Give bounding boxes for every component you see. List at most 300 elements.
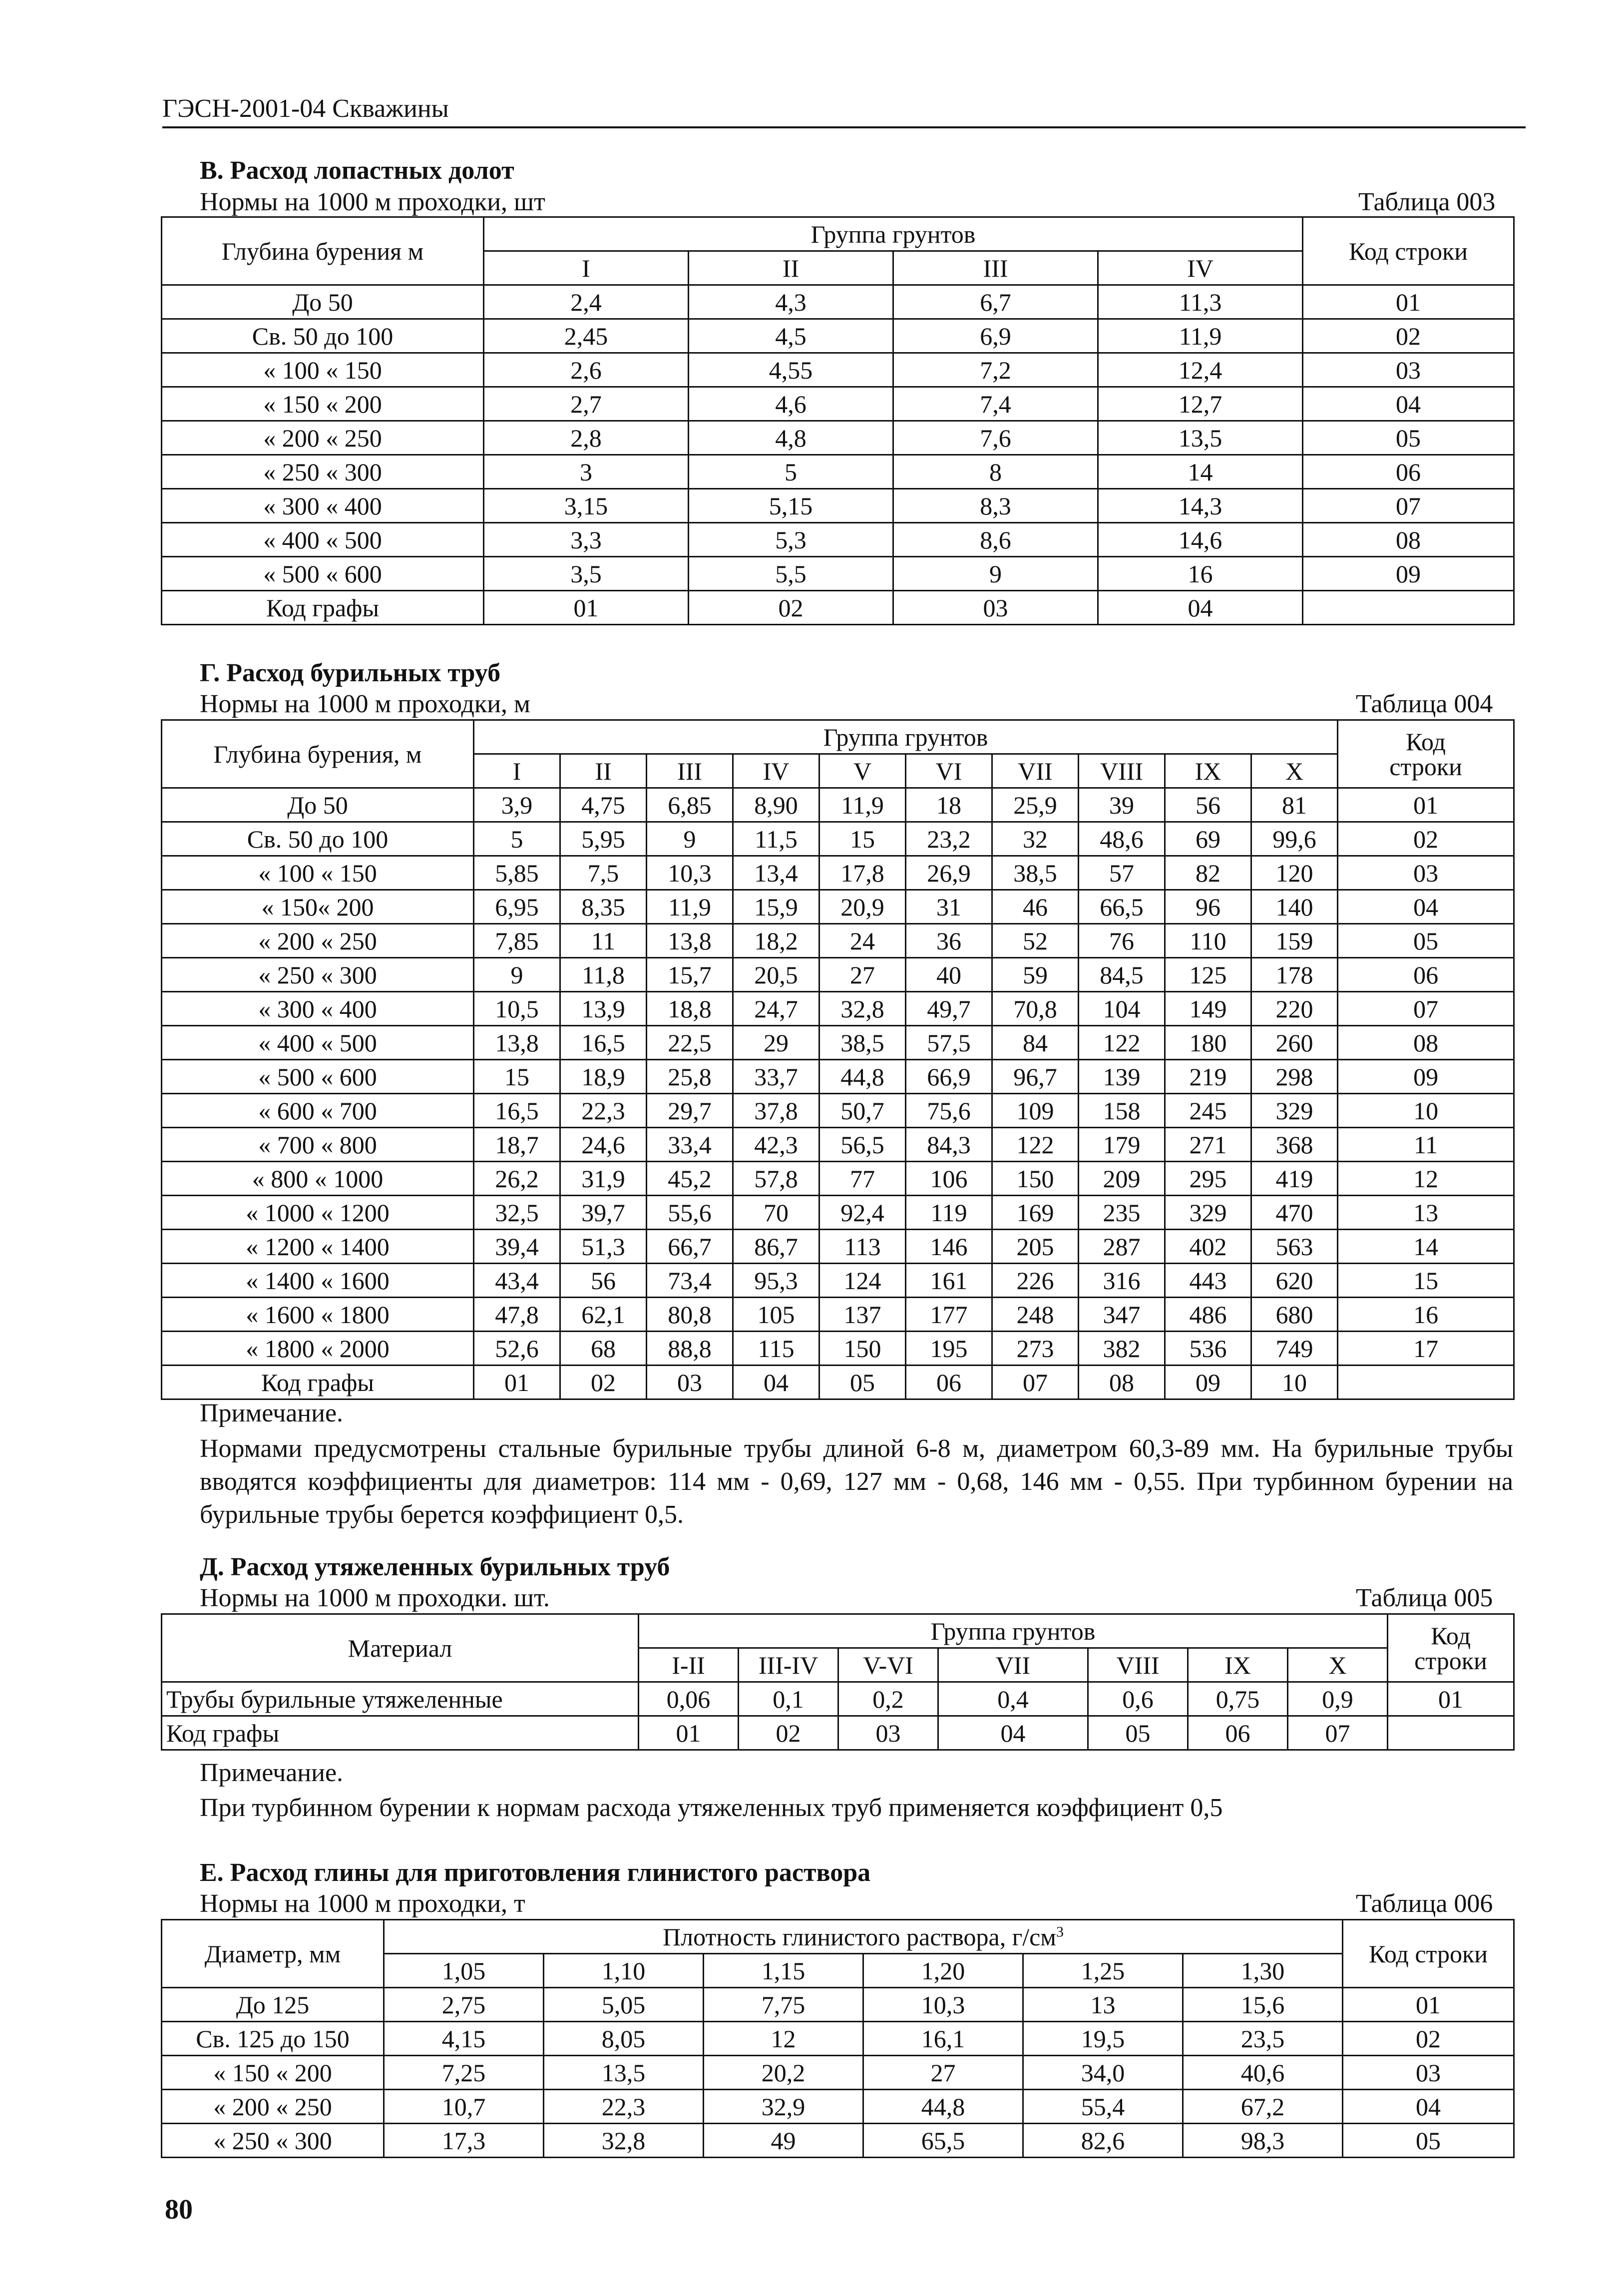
footer-code: 05 bbox=[1088, 1716, 1188, 1750]
table-row bbox=[162, 353, 1514, 387]
diameter-cell: До 125 bbox=[162, 1988, 384, 2022]
row-code-cell: 05 bbox=[1343, 2124, 1514, 2158]
value-cell: 13,8 bbox=[474, 1026, 560, 1060]
value-cell: 140 bbox=[1251, 890, 1338, 924]
row-code-cell: 04 bbox=[1303, 387, 1514, 421]
value-cell: 22,3 bbox=[560, 1094, 647, 1128]
diameter-cell: « 250 « 300 bbox=[162, 2124, 384, 2158]
depth-cell: « 200 « 250 bbox=[162, 924, 474, 958]
value-cell: 749 bbox=[1251, 1332, 1338, 1366]
value-cell: 56 bbox=[1165, 788, 1251, 822]
table-row bbox=[162, 2090, 1514, 2124]
value-cell: 15 bbox=[819, 822, 906, 856]
section-g-note-label: Примечание. bbox=[200, 1399, 344, 1427]
value-cell: 109 bbox=[992, 1094, 1079, 1128]
value-cell: 20,9 bbox=[819, 890, 906, 924]
value-cell: 96 bbox=[1165, 890, 1251, 924]
value-cell: 32,9 bbox=[704, 2090, 863, 2124]
value-cell: 27 bbox=[863, 2056, 1023, 2090]
table-row bbox=[162, 319, 1514, 353]
depth-cell: « 100 « 150 bbox=[162, 856, 474, 890]
value-cell: 179 bbox=[1079, 1128, 1165, 1162]
value-cell: 260 bbox=[1251, 1026, 1338, 1060]
value-cell: 16,5 bbox=[474, 1094, 560, 1128]
value-cell: 48,6 bbox=[1079, 822, 1165, 856]
value-cell: 9 bbox=[474, 958, 560, 992]
row-code-cell: 05 bbox=[1303, 421, 1514, 455]
row-code-cell: 04 bbox=[1343, 2090, 1514, 2124]
row-code-cell: 13 bbox=[1338, 1196, 1514, 1230]
group-header: V bbox=[819, 754, 906, 788]
value-cell: 8,05 bbox=[544, 2022, 704, 2056]
value-cell: 0,2 bbox=[838, 1682, 938, 1716]
value-cell: 24,6 bbox=[560, 1128, 647, 1162]
section-v-table-name: Таблица 003 bbox=[1358, 188, 1496, 216]
value-cell: 99,6 bbox=[1251, 822, 1338, 856]
value-cell: 62,1 bbox=[560, 1298, 647, 1332]
value-cell: 4,8 bbox=[689, 421, 893, 455]
group-header: X bbox=[1251, 754, 1338, 788]
value-cell: 620 bbox=[1251, 1264, 1338, 1298]
row-code-cell: 05 bbox=[1338, 924, 1514, 958]
value-cell: 96,7 bbox=[992, 1060, 1079, 1094]
col-header-row-code bbox=[1388, 1614, 1514, 1682]
footer-code: 01 bbox=[639, 1716, 739, 1750]
value-cell: 8,90 bbox=[733, 788, 819, 822]
value-cell: 7,25 bbox=[384, 2056, 544, 2090]
value-cell: 235 bbox=[1079, 1196, 1165, 1230]
value-cell: 295 bbox=[1165, 1162, 1251, 1196]
table-004 bbox=[161, 719, 1515, 1400]
density-header: 1,25 bbox=[1023, 1954, 1183, 1988]
value-cell: 56,5 bbox=[819, 1128, 906, 1162]
col-header-soil-group: Группа грунтов bbox=[484, 217, 1303, 251]
value-cell: 0,4 bbox=[938, 1682, 1088, 1716]
value-cell: 66,7 bbox=[647, 1230, 733, 1264]
group-header: VIII bbox=[1079, 754, 1165, 788]
value-cell: 16,1 bbox=[863, 2022, 1023, 2056]
col-header-material: Материал bbox=[162, 1614, 639, 1682]
value-cell: 39 bbox=[1079, 788, 1165, 822]
table-row bbox=[162, 2056, 1514, 2090]
value-cell: 88,8 bbox=[647, 1332, 733, 1366]
depth-cell: « 600 « 700 bbox=[162, 1094, 474, 1128]
group-header: I bbox=[474, 754, 560, 788]
row-code-cell: 08 bbox=[1303, 523, 1514, 557]
value-cell: 32 bbox=[992, 822, 1079, 856]
value-cell: 50,7 bbox=[819, 1094, 906, 1128]
col-header-row-code bbox=[1338, 720, 1514, 788]
section-e-subtitle: Нормы на 1000 м проходки, т bbox=[200, 1889, 525, 1918]
value-cell: 120 bbox=[1251, 856, 1338, 890]
value-cell: 11,9 bbox=[819, 788, 906, 822]
value-cell: 26,9 bbox=[906, 856, 992, 890]
col-header-row-code: Код строки bbox=[1303, 217, 1514, 285]
row-code-cell: 03 bbox=[1338, 856, 1514, 890]
section-d-table-name: Таблица 005 bbox=[1356, 1584, 1493, 1612]
value-cell: 5,5 bbox=[689, 557, 893, 591]
col-header-row-code-line2: строки bbox=[1389, 752, 1462, 781]
row-code-cell: 01 bbox=[1303, 285, 1514, 319]
value-cell: 57 bbox=[1079, 856, 1165, 890]
row-code-cell: 07 bbox=[1303, 489, 1514, 523]
value-cell: 69 bbox=[1165, 822, 1251, 856]
value-cell: 10,3 bbox=[647, 856, 733, 890]
value-cell: 52 bbox=[992, 924, 1079, 958]
row-code-cell: 01 bbox=[1338, 788, 1514, 822]
value-cell: 298 bbox=[1251, 1060, 1338, 1094]
value-cell: 195 bbox=[906, 1332, 992, 1366]
value-cell: 0,06 bbox=[639, 1682, 739, 1716]
value-cell: 13,5 bbox=[1098, 421, 1303, 455]
group-header: II bbox=[560, 754, 647, 788]
value-cell: 11,9 bbox=[647, 890, 733, 924]
value-cell: 0,9 bbox=[1288, 1682, 1388, 1716]
table-row bbox=[162, 924, 1514, 958]
section-v-title: В. Расход лопастных долот bbox=[200, 156, 514, 185]
value-cell: 14 bbox=[1098, 455, 1303, 489]
footer-code: 02 bbox=[689, 591, 893, 625]
value-cell: 8,35 bbox=[560, 890, 647, 924]
value-cell: 3,9 bbox=[474, 788, 560, 822]
value-cell: 92,4 bbox=[819, 1196, 906, 1230]
value-cell: 27 bbox=[819, 958, 906, 992]
value-cell: 25,8 bbox=[647, 1060, 733, 1094]
section-g-table-name: Таблица 004 bbox=[1356, 690, 1493, 718]
value-cell: 563 bbox=[1251, 1230, 1338, 1264]
table-row bbox=[162, 1988, 1514, 2022]
depth-cell: « 150« 200 bbox=[162, 890, 474, 924]
group-header: VIII bbox=[1088, 1648, 1188, 1682]
density-header: 1,10 bbox=[544, 1954, 704, 1988]
table-row bbox=[162, 992, 1514, 1026]
diameter-cell: Св. 125 до 150 bbox=[162, 2022, 384, 2056]
value-cell: 7,5 bbox=[560, 856, 647, 890]
value-cell: 7,85 bbox=[474, 924, 560, 958]
value-cell: 81 bbox=[1251, 788, 1338, 822]
group-header: IV bbox=[733, 754, 819, 788]
value-cell: 98,3 bbox=[1183, 2124, 1343, 2158]
footer-code: 10 bbox=[1251, 1366, 1338, 1399]
value-cell: 0,6 bbox=[1088, 1682, 1188, 1716]
value-cell: 86,7 bbox=[733, 1230, 819, 1264]
col-header-row-code-line1: Код bbox=[1406, 727, 1446, 756]
col-header-depth: Глубина бурения, м bbox=[162, 720, 474, 788]
density-unit-exponent: 3 bbox=[1056, 1923, 1064, 1940]
value-cell: 368 bbox=[1251, 1128, 1338, 1162]
value-cell: 122 bbox=[992, 1128, 1079, 1162]
value-cell: 11,8 bbox=[560, 958, 647, 992]
value-cell: 104 bbox=[1079, 992, 1165, 1026]
table-row bbox=[162, 788, 1514, 822]
value-cell: 6,7 bbox=[893, 285, 1098, 319]
value-cell: 329 bbox=[1251, 1094, 1338, 1128]
value-cell: 75,6 bbox=[906, 1094, 992, 1128]
value-cell: 245 bbox=[1165, 1094, 1251, 1128]
value-cell: 316 bbox=[1079, 1264, 1165, 1298]
value-cell: 4,55 bbox=[689, 353, 893, 387]
value-cell: 56 bbox=[560, 1264, 647, 1298]
diameter-cell: « 200 « 250 bbox=[162, 2090, 384, 2124]
depth-cell: Св. 50 до 100 bbox=[162, 822, 474, 856]
section-g-title: Г. Расход бурильных труб bbox=[200, 659, 501, 687]
value-cell: 33,4 bbox=[647, 1128, 733, 1162]
value-cell: 382 bbox=[1079, 1332, 1165, 1366]
value-cell: 12 bbox=[704, 2022, 863, 2056]
value-cell: 106 bbox=[906, 1162, 992, 1196]
value-cell: 150 bbox=[992, 1162, 1079, 1196]
table-row bbox=[162, 822, 1514, 856]
footer-code: 06 bbox=[906, 1366, 992, 1399]
table-row bbox=[162, 455, 1514, 489]
group-header: V-VI bbox=[838, 1648, 938, 1682]
value-cell: 4,3 bbox=[689, 285, 893, 319]
value-cell: 18,2 bbox=[733, 924, 819, 958]
table-row bbox=[162, 2022, 1514, 2056]
value-cell: 5 bbox=[689, 455, 893, 489]
value-cell: 32,8 bbox=[819, 992, 906, 1026]
value-cell: 55,6 bbox=[647, 1196, 733, 1230]
value-cell: 65,5 bbox=[863, 2124, 1023, 2158]
depth-cell: « 200 « 250 bbox=[162, 421, 484, 455]
group-header: III bbox=[647, 754, 733, 788]
section-d-title: Д. Расход утяжеленных бурильных труб bbox=[200, 1553, 670, 1581]
value-cell: 25,9 bbox=[992, 788, 1079, 822]
footer-label: Код графы bbox=[162, 1716, 639, 1750]
col-header-diameter: Диаметр, мм bbox=[162, 1920, 384, 1988]
value-cell: 57,5 bbox=[906, 1026, 992, 1060]
value-cell: 10,3 bbox=[863, 1988, 1023, 2022]
density-header: 1,15 bbox=[704, 1954, 863, 1988]
footer-empty bbox=[1303, 591, 1514, 625]
value-cell: 18,8 bbox=[647, 992, 733, 1026]
table-003 bbox=[161, 216, 1515, 625]
footer-code: 03 bbox=[647, 1366, 733, 1399]
table-row bbox=[162, 285, 1514, 319]
footer-code: 04 bbox=[938, 1716, 1088, 1750]
group-header: III-IV bbox=[739, 1648, 838, 1682]
depth-cell: « 800 « 1000 bbox=[162, 1162, 474, 1196]
table-row bbox=[162, 1128, 1514, 1162]
group-header: IV bbox=[1098, 251, 1303, 285]
section-d-note-label: Примечание. bbox=[200, 1759, 344, 1787]
density-header-text: Плотность глинистого раствора, г/см bbox=[663, 1922, 1056, 1951]
group-header: IX bbox=[1188, 1648, 1288, 1682]
group-header: VI bbox=[906, 754, 992, 788]
value-cell: 15 bbox=[474, 1060, 560, 1094]
table-003-body bbox=[162, 285, 1514, 591]
value-cell: 443 bbox=[1165, 1264, 1251, 1298]
value-cell: 66,9 bbox=[906, 1060, 992, 1094]
value-cell: 7,75 bbox=[704, 1988, 863, 2022]
value-cell: 16 bbox=[1098, 557, 1303, 591]
row-code-cell: 07 bbox=[1338, 992, 1514, 1026]
value-cell: 13,9 bbox=[560, 992, 647, 1026]
depth-cell: « 500 « 600 bbox=[162, 557, 484, 591]
value-cell: 40,6 bbox=[1183, 2056, 1343, 2090]
value-cell: 3,3 bbox=[484, 523, 689, 557]
value-cell: 40 bbox=[906, 958, 992, 992]
row-code-cell: 09 bbox=[1338, 1060, 1514, 1094]
value-cell: 2,4 bbox=[484, 285, 689, 319]
value-cell: 18,9 bbox=[560, 1060, 647, 1094]
value-cell: 51,3 bbox=[560, 1230, 647, 1264]
table-006-body bbox=[162, 1988, 1514, 2158]
row-code-cell: 16 bbox=[1338, 1298, 1514, 1332]
value-cell: 680 bbox=[1251, 1298, 1338, 1332]
value-cell: 37,8 bbox=[733, 1094, 819, 1128]
table-row bbox=[162, 387, 1514, 421]
value-cell: 287 bbox=[1079, 1230, 1165, 1264]
value-cell: 149 bbox=[1165, 992, 1251, 1026]
table-006 bbox=[161, 1919, 1515, 2158]
value-cell: 73,4 bbox=[647, 1264, 733, 1298]
value-cell: 5,85 bbox=[474, 856, 560, 890]
footer-code: 02 bbox=[739, 1716, 838, 1750]
section-d-note-text: При турбинном бурении к нормам расхода утяжеленных труб применяется коэффициент 0,5 bbox=[200, 1794, 1223, 1822]
value-cell: 5,05 bbox=[544, 1988, 704, 2022]
value-cell: 22,3 bbox=[544, 2090, 704, 2124]
value-cell: 24,7 bbox=[733, 992, 819, 1026]
value-cell: 17,3 bbox=[384, 2124, 544, 2158]
value-cell: 7,4 bbox=[893, 387, 1098, 421]
table-row bbox=[162, 557, 1514, 591]
group-header: VII bbox=[992, 754, 1079, 788]
value-cell: 23,5 bbox=[1183, 2022, 1343, 2056]
table-row bbox=[162, 1230, 1514, 1264]
value-cell: 9 bbox=[647, 822, 733, 856]
depth-cell: « 250 « 300 bbox=[162, 455, 484, 489]
section-e-title: Е. Расход глины для приготовления глинистого раствора bbox=[200, 1858, 871, 1887]
value-cell: 5 bbox=[474, 822, 560, 856]
value-cell: 44,8 bbox=[863, 2090, 1023, 2124]
value-cell: 31 bbox=[906, 890, 992, 924]
depth-cell: « 700 « 800 bbox=[162, 1128, 474, 1162]
value-cell: 31,9 bbox=[560, 1162, 647, 1196]
value-cell: 52,6 bbox=[474, 1332, 560, 1366]
value-cell: 10,5 bbox=[474, 992, 560, 1026]
value-cell: 119 bbox=[906, 1196, 992, 1230]
table-row bbox=[162, 1060, 1514, 1094]
row-code-cell: 08 bbox=[1338, 1026, 1514, 1060]
depth-cell: « 100 « 150 bbox=[162, 353, 484, 387]
table-row bbox=[162, 421, 1514, 455]
value-cell: 57,8 bbox=[733, 1162, 819, 1196]
value-cell: 77 bbox=[819, 1162, 906, 1196]
value-cell: 26,2 bbox=[474, 1162, 560, 1196]
value-cell: 38,5 bbox=[992, 856, 1079, 890]
value-cell: 42,3 bbox=[733, 1128, 819, 1162]
value-cell: 82 bbox=[1165, 856, 1251, 890]
depth-cell: « 400 « 500 bbox=[162, 1026, 474, 1060]
value-cell: 14,3 bbox=[1098, 489, 1303, 523]
table-row bbox=[162, 1264, 1514, 1298]
footer-code: 01 bbox=[484, 591, 689, 625]
value-cell: 4,75 bbox=[560, 788, 647, 822]
value-cell: 178 bbox=[1251, 958, 1338, 992]
footer-code: 01 bbox=[474, 1366, 560, 1399]
value-cell: 95,3 bbox=[733, 1264, 819, 1298]
row-code-cell: 03 bbox=[1303, 353, 1514, 387]
value-cell: 9 bbox=[893, 557, 1098, 591]
value-cell: 150 bbox=[819, 1332, 906, 1366]
group-header: I-II bbox=[639, 1648, 739, 1682]
table-row bbox=[162, 1196, 1514, 1230]
value-cell: 3,5 bbox=[484, 557, 689, 591]
value-cell: 4,6 bbox=[689, 387, 893, 421]
value-cell: 6,95 bbox=[474, 890, 560, 924]
footer-code: 07 bbox=[992, 1366, 1079, 1399]
value-cell: 271 bbox=[1165, 1128, 1251, 1162]
depth-cell: « 300 « 400 bbox=[162, 992, 474, 1026]
value-cell: 273 bbox=[992, 1332, 1079, 1366]
value-cell: 47,8 bbox=[474, 1298, 560, 1332]
value-cell: 11,9 bbox=[1098, 319, 1303, 353]
footer-code: 04 bbox=[733, 1366, 819, 1399]
value-cell: 4,5 bbox=[689, 319, 893, 353]
depth-cell: « 1400 « 1600 bbox=[162, 1264, 474, 1298]
value-cell: 8,3 bbox=[893, 489, 1098, 523]
value-cell: 76 bbox=[1079, 924, 1165, 958]
col-header-soil-group: Группа грунтов bbox=[474, 720, 1338, 754]
col-header-soil-group: Группа грунтов bbox=[639, 1614, 1388, 1648]
value-cell: 17,8 bbox=[819, 856, 906, 890]
row-code-cell: 02 bbox=[1343, 2022, 1514, 2056]
value-cell: 70,8 bbox=[992, 992, 1079, 1026]
value-cell: 36 bbox=[906, 924, 992, 958]
value-cell: 219 bbox=[1165, 1060, 1251, 1094]
density-header: 1,20 bbox=[863, 1954, 1023, 1988]
depth-cell: « 400 « 500 bbox=[162, 523, 484, 557]
row-code-cell: 15 bbox=[1338, 1264, 1514, 1298]
row-code-cell: 02 bbox=[1303, 319, 1514, 353]
value-cell: 11,3 bbox=[1098, 285, 1303, 319]
page-number: 80 bbox=[165, 2194, 193, 2225]
footer-code: 06 bbox=[1188, 1716, 1288, 1750]
value-cell: 2,7 bbox=[484, 387, 689, 421]
value-cell: 220 bbox=[1251, 992, 1338, 1026]
footer-empty bbox=[1388, 1716, 1514, 1750]
value-cell: 11 bbox=[560, 924, 647, 958]
col-header-row-code-line1: Код bbox=[1431, 1621, 1471, 1650]
group-header: X bbox=[1288, 1648, 1388, 1682]
value-cell: 146 bbox=[906, 1230, 992, 1264]
value-cell: 7,2 bbox=[893, 353, 1098, 387]
value-cell: 29,7 bbox=[647, 1094, 733, 1128]
section-v-subtitle: Нормы на 1000 м проходки, шт bbox=[200, 188, 545, 216]
depth-cell: « 1800 « 2000 bbox=[162, 1332, 474, 1366]
value-cell: 43,4 bbox=[474, 1264, 560, 1298]
value-cell: 139 bbox=[1079, 1060, 1165, 1094]
footer-code: 08 bbox=[1079, 1366, 1165, 1399]
density-header: 1,30 bbox=[1183, 1954, 1343, 1988]
depth-cell: « 1000 « 1200 bbox=[162, 1196, 474, 1230]
depth-cell: Св. 50 до 100 bbox=[162, 319, 484, 353]
value-cell: 16,5 bbox=[560, 1026, 647, 1060]
value-cell: 49,7 bbox=[906, 992, 992, 1026]
value-cell: 2,6 bbox=[484, 353, 689, 387]
row-code-cell: 17 bbox=[1338, 1332, 1514, 1366]
depth-cell: « 1600 « 1800 bbox=[162, 1298, 474, 1332]
col-header-row-code: Код строки bbox=[1343, 1920, 1514, 1988]
value-cell: 115 bbox=[733, 1332, 819, 1366]
value-cell: 158 bbox=[1079, 1094, 1165, 1128]
value-cell: 0,1 bbox=[739, 1682, 838, 1716]
footer-code: 02 bbox=[560, 1366, 647, 1399]
depth-cell: « 500 « 600 bbox=[162, 1060, 474, 1094]
value-cell: 347 bbox=[1079, 1298, 1165, 1332]
value-cell: 470 bbox=[1251, 1196, 1338, 1230]
